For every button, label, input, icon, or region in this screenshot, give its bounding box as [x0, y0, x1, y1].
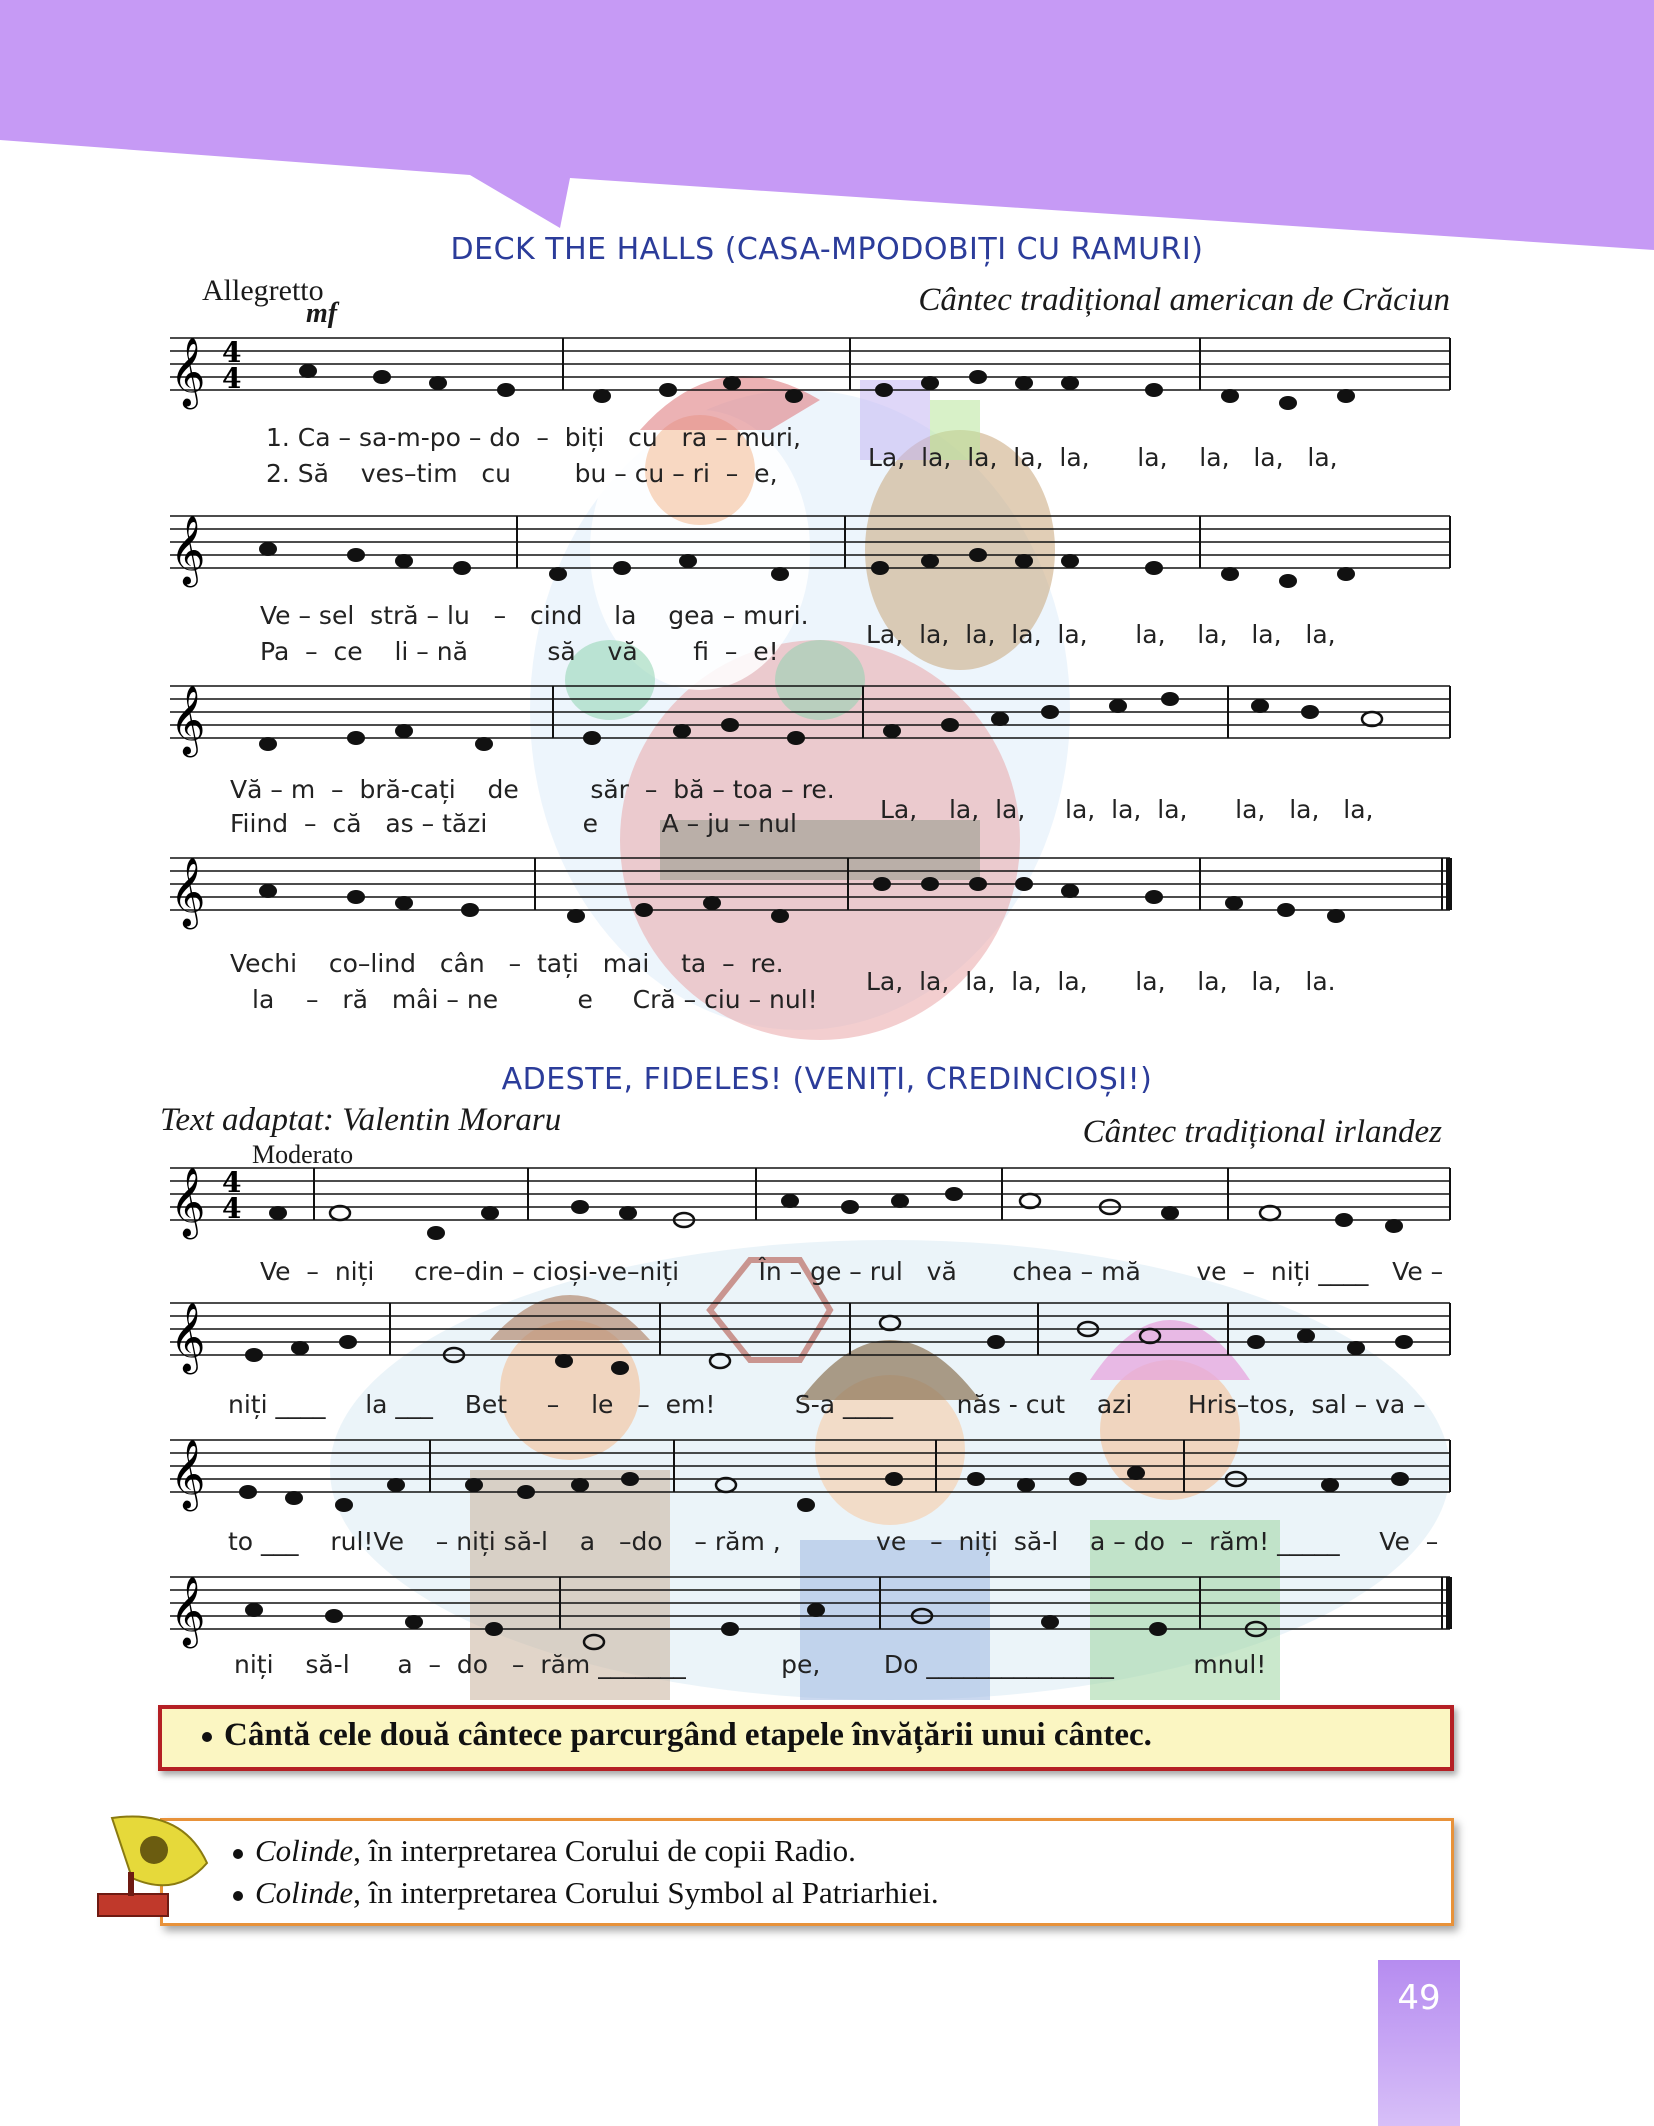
svg-text:𝄞: 𝄞	[170, 685, 206, 755]
svg-text:4: 4	[222, 1166, 242, 1199]
song1-tempo: Allegretto	[202, 274, 324, 307]
song2-lyrics-line4: niți să-l a – do – răm _______ pe, Do _______________ mnul!	[234, 1650, 1267, 1679]
song1-verse1-line2: Ve – sel stră – lu – cind la gea – muri.	[260, 601, 809, 630]
header-band	[0, 0, 1654, 250]
song1-staff-1	[160, 328, 1460, 438]
song1-verse1-line4: Vechi co–lind cân – tați mai ta – re.	[230, 949, 784, 978]
svg-text:𝄞: 𝄞	[170, 857, 206, 927]
svg-text:𝄞: 𝄞	[170, 1167, 206, 1237]
bullet-icon	[233, 1849, 243, 1859]
song1-verse2-line1: 2. Să ves–tim cu bu – cu – ri – e,	[266, 459, 778, 488]
listening-item-description: , în interpretarea Corului de copii Radio.	[353, 1833, 856, 1868]
bullet-icon	[202, 1732, 212, 1742]
song1-verse2-line3: Fiind – că as – tăzi e A – ju – nul	[230, 809, 797, 838]
song1-origin: Cântec tradițional american de Crăciun	[918, 282, 1450, 318]
song2-staff-2	[160, 1293, 1460, 1403]
task-label: Cântă cele două cântece parcurgând etapele învățării unui cântec.	[224, 1717, 1152, 1753]
listening-item-2	[233, 1875, 939, 1911]
song1-verse2-line4: la – ră mâi – ne e Cră – ciu – nul!	[252, 985, 818, 1014]
listening-item-description: , în interpretarea Corului Symbol al Patriarhiei.	[353, 1875, 939, 1910]
listening-item-title: Colinde	[255, 1833, 354, 1868]
song2-lyrics-line3: to ___ rul!Ve – niți să-l a –do – răm , ve – niți să-l a – do – răm! _____ Ve –	[228, 1527, 1439, 1556]
song1-verse1-line3: Vă – m – bră-cați de săr – bă – toa – re.	[230, 775, 835, 804]
song2-origin: Cântec tradițional irlandez	[1082, 1114, 1442, 1150]
song1-verse1-line1: 1. Ca – sa-m-po – do – biți cu ra – muri,	[266, 423, 801, 452]
song1-staff-3	[160, 676, 1460, 786]
page-number: 49	[1397, 1978, 1441, 2018]
svg-text:4: 4	[222, 362, 242, 395]
song1-refrain-line2: La, la, la, la, la, la, la, la, la,	[866, 620, 1336, 649]
song1-refrain-line1: La, la, la, la, la, la, la, la, la,	[868, 443, 1338, 472]
svg-text:𝄞: 𝄞	[170, 515, 206, 585]
listening-item-title: Colinde	[255, 1875, 354, 1910]
song2-text-credit: Text adaptat: Valentin Moraru	[160, 1102, 562, 1138]
listening-item-1	[233, 1833, 856, 1869]
svg-text:4: 4	[222, 1192, 242, 1225]
song2-tempo: Moderato	[252, 1140, 354, 1169]
song1-dynamic: mf	[306, 298, 338, 329]
listening-box	[160, 1818, 1454, 1926]
song2-lyrics-line2: niți ____ la ___ Bet – le – em! S-a ____ năs - cut azi Hris–tos, sal – va –	[228, 1390, 1426, 1419]
svg-text:𝄞: 𝄞	[170, 1439, 206, 1509]
task-text	[202, 1717, 1152, 1754]
gramophone-icon	[92, 1808, 222, 1928]
song1-staff-4	[160, 848, 1460, 958]
song1-staff-2	[160, 506, 1460, 616]
song1-title: DECK THE HALLS (CASA-MPODOBIȚI CU RAMURI)	[450, 232, 1204, 267]
song2-lyrics-line1: Ve – niți cre–din – cioși-ve–niți În – ge – rul vă chea – mă ve – niți ____ Ve –	[260, 1257, 1444, 1286]
svg-text:𝄞: 𝄞	[170, 337, 206, 407]
song2-title: ADESTE, FIDELES! (VENIȚI, CREDINCIOȘI!)	[501, 1062, 1153, 1097]
song1-verse2-line2: Pa – ce li – nă să vă fi – e!	[260, 637, 779, 666]
page-number-box	[1378, 1960, 1460, 2126]
song1-refrain-line3: La, la, la, la, la, la, la, la, la,	[880, 795, 1374, 824]
task-box	[158, 1705, 1454, 1771]
bullet-icon	[233, 1891, 243, 1901]
song1-refrain-line4: La, la, la, la, la, la, la, la, la.	[866, 967, 1336, 996]
svg-text:𝄞: 𝄞	[170, 1576, 206, 1646]
song2-staff-1	[160, 1158, 1460, 1268]
svg-text:𝄞: 𝄞	[170, 1302, 206, 1372]
song2-staff-3	[160, 1430, 1460, 1540]
svg-text:4: 4	[222, 336, 242, 369]
